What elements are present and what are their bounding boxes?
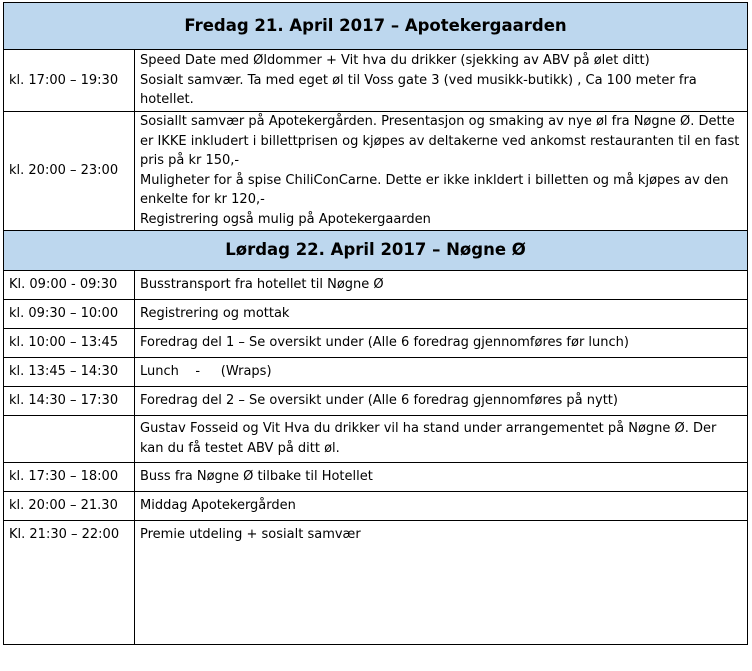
description-line: Busstransport fra hotellet til Nøgne Ø xyxy=(140,276,384,292)
schedule-row xyxy=(4,415,748,462)
time-cell: Kl. 09:00 - 09:30 xyxy=(4,270,135,299)
schedule-row xyxy=(4,299,748,328)
description-line: hotellet. xyxy=(140,92,194,108)
description-cell xyxy=(135,112,748,231)
description-line: Muligheter for å spise ChiliConCarne. Dette er ikke inkldert i billetten og må kjøpes av den xyxy=(140,172,729,188)
schedule-row xyxy=(4,357,748,386)
schedule-row xyxy=(4,50,748,112)
schedule-row xyxy=(4,520,748,644)
description-line: er IKKE inkludert i billettprisen og kjøpes av deltakerne ved ankomst restauranten til en fast xyxy=(140,133,740,149)
description-cell xyxy=(135,357,748,386)
description-line: Foredrag del 1 – Se oversikt under (Alle 6 foredrag gjennomføres før lunch) xyxy=(140,334,629,350)
time-cell: kl. 14:30 – 17:30 xyxy=(4,386,135,415)
schedule-row xyxy=(4,386,748,415)
description-line: Sosialt samvær. Ta med eget øl til Voss gate 3 (ved musikk-butikk) , Ca 100 meter fra xyxy=(140,72,697,88)
description-line: Sosiallt samvær på Apotekergården. Presentasjon og smaking av nye øl fra Nøgne Ø. Dette xyxy=(140,114,735,129)
schedule-row xyxy=(4,462,748,491)
description-cell xyxy=(135,299,748,328)
description-line: Registrering også mulig på Apotekergaarden xyxy=(140,211,431,227)
time-cell: kl. 13:45 – 14:30 xyxy=(4,357,135,386)
description-line: enkelte for kr 120,- xyxy=(140,192,265,208)
description-cell xyxy=(135,386,748,415)
friday-header-row xyxy=(4,3,748,50)
description-line: Buss fra Nøgne Ø tilbake til Hotellet xyxy=(140,468,373,484)
time-cell: kl. 09:30 – 10:00 xyxy=(4,299,135,328)
description-cell xyxy=(135,520,748,644)
description-cell xyxy=(135,328,748,357)
schedule-row xyxy=(4,328,748,357)
description-cell xyxy=(135,462,748,491)
time-cell: kl. 20:00 – 23:00 xyxy=(4,112,135,231)
description-line: Registrering og mottak xyxy=(140,305,290,321)
friday-heading: Fredag 21. April 2017 – Apotekergaarden xyxy=(4,3,748,50)
time-cell: Kl. 21:30 – 22:00 xyxy=(4,520,135,644)
description-cell xyxy=(135,50,748,112)
saturday-header-row xyxy=(4,230,748,270)
saturday-heading: Lørdag 22. April 2017 – Nøgne Ø xyxy=(4,230,748,270)
time-cell: kl. 17:00 – 19:30 xyxy=(4,50,135,112)
description-line: kan du få testet ABV på ditt øl. xyxy=(140,440,340,456)
description-line: Premie utdeling + sosialt samvær xyxy=(140,526,361,542)
time-cell xyxy=(4,415,135,462)
time-cell: kl. 10:00 – 13:45 xyxy=(4,328,135,357)
description-line: Lunch - (Wraps) xyxy=(140,363,272,379)
description-line: Gustav Fosseid og Vit Hva du drikker vil ha stand under arrangementet på Nøgne Ø. Der xyxy=(140,420,717,436)
description-line: pris på kr 150,- xyxy=(140,153,240,169)
description-cell xyxy=(135,270,748,299)
description-cell xyxy=(135,491,748,520)
time-cell: kl. 20:00 – 21.30 xyxy=(4,491,135,520)
description-line: Foredrag del 2 – Se oversikt under (Alle 6 foredrag gjennomføres på nytt) xyxy=(140,392,618,408)
schedule-table xyxy=(3,2,748,645)
description-cell xyxy=(135,415,748,462)
schedule-row xyxy=(4,112,748,231)
time-cell: kl. 17:30 – 18:00 xyxy=(4,462,135,491)
schedule-row xyxy=(4,491,748,520)
schedule-row xyxy=(4,270,748,299)
description-line: Speed Date med Øldommer + Vit hva du drikker (sjekking av ABV på ølet ditt) xyxy=(140,53,650,69)
description-line: Middag Apotekergården xyxy=(140,497,296,513)
